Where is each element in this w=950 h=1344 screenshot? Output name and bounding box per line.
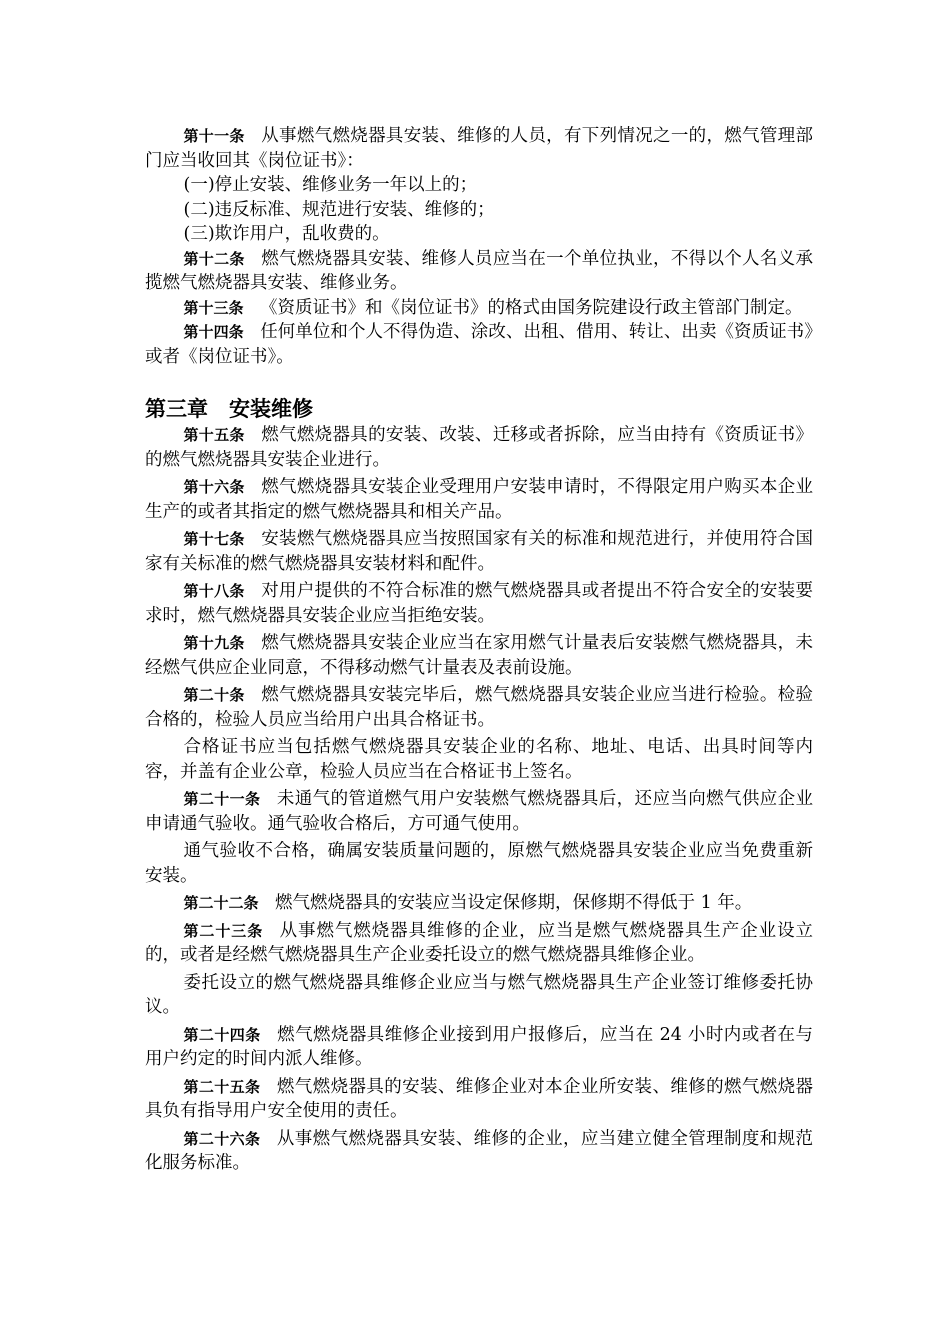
article-number: 第二十五条 — [183, 1077, 261, 1096]
article-text: 安装燃气燃烧器具应当按照国家有关的标准和规范进行，并使用符合国家有关标准的燃气燃烧器具安装材料和配件。 — [145, 529, 813, 574]
list-item: (一)停止安装、维修业务一年以上的； — [183, 175, 478, 195]
article-21 — [145, 787, 813, 836]
article-17 — [145, 527, 813, 576]
article-text: 从事燃气燃烧器具安装、维修的企业，应当建立健全管理制度和规范化服务标准。 — [145, 1128, 813, 1173]
article-23 — [145, 919, 813, 968]
article-number: 第十八条 — [183, 582, 245, 600]
article-text: 任何单位和个人不得伪造、涂改、出租、借用、转让、出卖《资质证书》或者《岗位证书》。 — [145, 322, 813, 367]
article-15 — [145, 423, 813, 472]
article-number: 第二十四条 — [183, 1025, 261, 1044]
article-text: 燃气燃烧器具安装企业应当在家用燃气计量表后安装燃气燃烧器具，未经燃气供应企业同意，不得移动燃气计量表及表前设施。 — [145, 633, 813, 678]
article-text: 燃气燃烧器具安装、维修人员应当在一个单位执业，不得以个人名义承揽燃气燃烧器具安装、维修业务。 — [145, 248, 813, 293]
article-text: 燃气燃烧器具的安装、改装、迁移或者拆除，应当由持有《资质证书》的燃气燃烧器具安装企业进行。 — [145, 425, 813, 470]
article-text: 燃气燃烧器具安装企业受理用户安装申请时，不得限定用户购买本企业生产的或者其指定的燃气燃烧器具和相关产品。 — [145, 477, 813, 522]
article-number: 第十六条 — [183, 478, 245, 496]
article-number: 第二十三条 — [183, 921, 264, 940]
list-item: (三)欺诈用户，乱收费的。 — [183, 224, 390, 244]
article-number: 第十五条 — [183, 426, 245, 444]
chapter-label: 第三章 — [145, 397, 208, 421]
article-25 — [145, 1075, 813, 1124]
article-13 — [145, 296, 813, 321]
article-21-paragraph-2 — [145, 839, 813, 888]
article-number: 第二十六条 — [183, 1129, 261, 1148]
article-number: 第十二条 — [183, 249, 245, 268]
chapter-title: 安装维修 — [229, 397, 313, 421]
article-number: 第二十条 — [183, 686, 245, 704]
article-text: 合格证书应当包括燃气燃烧器具安装企业的名称、地址、电话、出具时间等内容，并盖有企业公章，检验人员应当在合格证书上签名。 — [145, 737, 813, 782]
article-text: 对用户提供的不符合标准的燃气燃烧器具或者提出不符合安全的安装要求时，燃气燃烧器具安装企业应当拒绝安装。 — [145, 581, 813, 626]
article-11 — [145, 124, 813, 173]
document-page — [145, 124, 813, 1176]
article-number: 第十四条 — [183, 323, 244, 341]
article-20-paragraph-2 — [145, 735, 813, 784]
article-text: 《资质证书》和《岗位证书》的格式由国务院建设行政主管部门制定。 — [260, 297, 803, 318]
article-18 — [145, 579, 813, 628]
article-text: 燃气燃烧器具的安装、维修企业对本企业所安装、维修的燃气燃烧器具负有指导用户安全使用的责任。 — [145, 1076, 813, 1121]
article-text: 委托设立的燃气燃烧器具维修企业应当与燃气燃烧器具生产企业签订维修委托协议。 — [145, 972, 813, 1017]
list-item: (二)违反标准、规范进行安装、维修的； — [183, 199, 495, 220]
article-number: 第二十二条 — [183, 894, 259, 912]
article-number: 第十三条 — [183, 298, 244, 317]
article-22 — [145, 891, 813, 916]
article-number: 第十九条 — [183, 634, 245, 652]
article-text: 未通气的管道燃气用户安装燃气燃烧器具后，还应当向燃气供应企业申请通气验收。通气验收合格后，方可通气使用。 — [145, 789, 813, 834]
article-text: 燃气燃烧器具安装完毕后，燃气燃烧器具安装企业应当进行检验。检验合格的，检验人员应当给用户出具合格证书。 — [145, 685, 813, 730]
article-text: 燃气燃烧器具的安装应当设定保修期，保修期不得低于 1 年。 — [275, 893, 753, 913]
article-19 — [145, 631, 813, 680]
article-number: 第十七条 — [183, 530, 245, 548]
article-12 — [145, 247, 813, 296]
article-text: 通气验收不合格，确属安装质量问题的，原燃气燃烧器具安装企业应当免费重新安装。 — [145, 841, 813, 886]
article-23-paragraph-2 — [145, 971, 813, 1020]
article-number: 第二十一条 — [183, 790, 261, 808]
article-20 — [145, 683, 813, 732]
article-text: 从事燃气燃烧器具维修的企业，应当是燃气燃烧器具生产企业设立的，或者是经燃气燃烧器具生产企业委托设立的燃气燃烧器具维修企业。 — [145, 920, 813, 965]
article-text: 燃气燃烧器具维修企业接到用户报修后，应当在 24 小时内或者在与用户约定的时间内派人维修。 — [145, 1024, 813, 1069]
article-14 — [145, 320, 813, 369]
article-16 — [145, 475, 813, 524]
chapter-heading — [145, 395, 813, 423]
article-24 — [145, 1023, 813, 1072]
article-text: 从事燃气燃烧器具安装、维修的人员，有下列情况之一的，燃气管理部门应当收回其《岗位证书》： — [145, 126, 813, 171]
article-number: 第十一条 — [183, 127, 245, 145]
article-26 — [145, 1127, 813, 1176]
